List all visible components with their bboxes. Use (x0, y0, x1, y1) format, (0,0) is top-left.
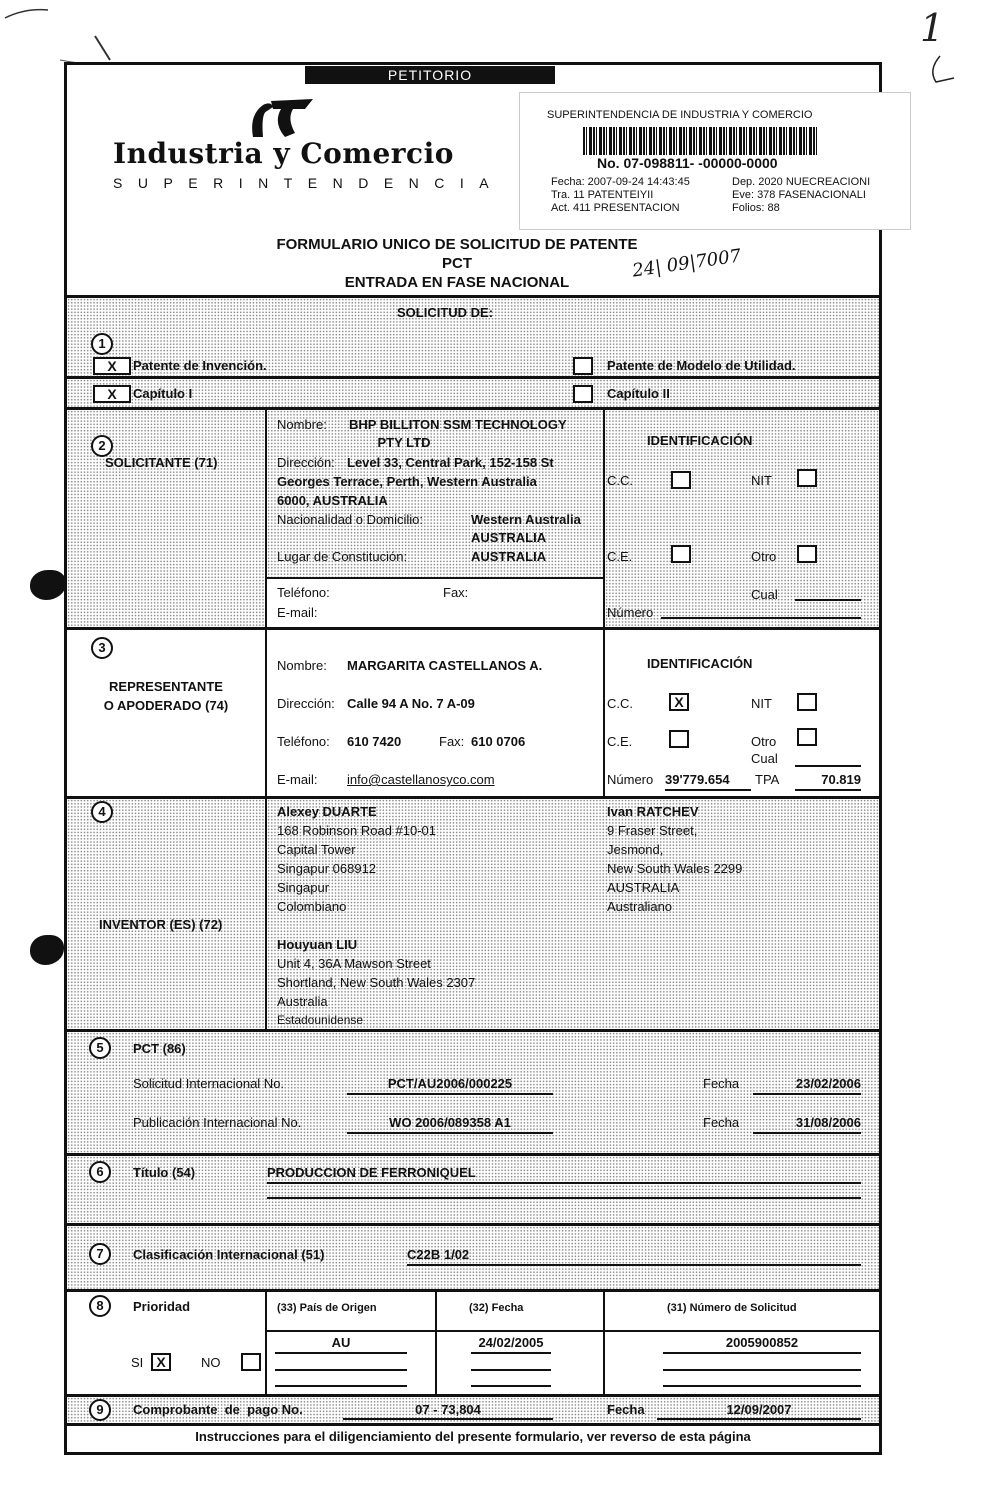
inventor-1 (277, 802, 436, 916)
rep-cual-field[interactable] (795, 765, 861, 767)
modelo-utilidad-checkbox[interactable] (573, 357, 593, 375)
ce-checkbox[interactable] (671, 545, 691, 563)
pub-fecha-label: Fecha (703, 1115, 740, 1130)
rep-identificacion-title: IDENTIFICACIÓN (647, 656, 753, 671)
inventor-2-line: 9 Fraser Street, (607, 823, 698, 838)
nacionalidad-label: Nacionalidad o Domicilio: (277, 512, 423, 527)
identificacion-title: IDENTIFICACIÓN (647, 433, 753, 448)
section-9-number: 9 (89, 1399, 111, 1421)
form-title-line3: ENTRADA EN FASE NACIONAL (344, 274, 570, 291)
otro-checkbox[interactable] (797, 545, 817, 563)
prioridad-pais: AU (275, 1335, 407, 1354)
handwritten-page-number: 1 (920, 6, 945, 50)
email-label: E-mail: (277, 605, 318, 620)
form-title-line2: PCT (442, 255, 472, 272)
titulo-value: PRODUCCION DE FERRONIQUEL (267, 1165, 861, 1184)
rep-nit-checkbox[interactable] (797, 693, 817, 711)
inventor-3 (277, 935, 475, 1030)
rep-cc-label: C.C. (607, 696, 633, 711)
nombre-label: Nombre: (277, 417, 327, 432)
inventor-1-name: Alexey DUARTE (277, 804, 377, 819)
representante-label (67, 677, 265, 715)
rep-cc-checkbox[interactable]: X (669, 693, 689, 711)
scan-mark-top-left (0, 0, 140, 70)
stamp-tra: Tra. 11 PATENTEIYII (551, 189, 654, 201)
solicitante-direccion-2: Georges Terrace, Perth, Western Australia (277, 474, 537, 489)
scan-hole-punch (30, 935, 64, 965)
stamp-dep: Dep. 2020 NUECREACIONI (732, 176, 871, 188)
rep-email-link[interactable]: info@castellanosyco.com (347, 772, 495, 787)
direccion-label: Dirección: (277, 455, 335, 470)
capitulo-i-label: Capítulo I (133, 386, 193, 401)
fecha-header: (32) Fecha (469, 1302, 524, 1314)
telefono-label: Teléfono: (277, 585, 330, 600)
stamp-eve: Eve: 378 FASENACIONALI (732, 189, 866, 201)
form-tab: PETITORIO (305, 66, 555, 84)
si-checkbox[interactable]: X (151, 1353, 171, 1371)
inventor-2 (607, 802, 742, 916)
inventor-2-name: Ivan RATCHEV (607, 804, 699, 819)
no-checkbox[interactable] (241, 1353, 261, 1371)
prioridad-pais-line[interactable] (275, 1369, 407, 1371)
rep-direccion-label: Dirección: (277, 696, 335, 711)
pago-fecha-label: Fecha (607, 1402, 645, 1417)
inventor-3-name: Houyuan LIU (277, 937, 358, 952)
clasificacion-value: C22B 1/02 (407, 1247, 861, 1266)
prioridad-numero: 2005900852 (663, 1335, 861, 1354)
numero-label: Número (607, 605, 654, 620)
prioridad-pais-line[interactable] (275, 1385, 407, 1387)
solicitante-nombre: BHP BILLITON SSM TECHNOLOGY (349, 417, 567, 432)
stamp-date: Fecha: 2007-09-24 14:43:45 (551, 176, 690, 188)
rep-numero-value: 39'779.654 (665, 772, 751, 791)
inventor-1-line: Singapur (277, 880, 330, 895)
capitulo-i-checkbox[interactable]: X (93, 385, 131, 403)
logo-title: Industria y Comercio (113, 137, 454, 170)
lugar-label: Lugar de Constitución: (277, 549, 408, 564)
section-3-number: 3 (91, 637, 113, 659)
publicacion-internacional-value: WO 2006/089358 A1 (347, 1115, 553, 1134)
sic-logo-icon (247, 93, 317, 139)
filing-stamp (520, 93, 910, 229)
comprobante-value: 07 - 73,804 (343, 1402, 553, 1420)
handwritten-date: 24| 09|7007 (631, 245, 743, 282)
rep-otro-checkbox[interactable] (797, 728, 817, 746)
instructions-footer: Instrucciones para el diligenciamiento del presente formulario, ver reverso de esta página (195, 1429, 751, 1444)
rep-otro-label: Otro (751, 734, 777, 749)
inventor-2-line: AUSTRALIA (607, 880, 680, 895)
section-1-number: 1 (91, 333, 113, 355)
handwritten-scribble (910, 52, 960, 92)
inventor-1-line: Singapur 068912 (277, 861, 377, 876)
rep-nombre-label: Nombre: (277, 658, 327, 673)
inventor-1-line: Capital Tower (277, 842, 356, 857)
si-label: SI (131, 1355, 144, 1370)
solicitante-nombre-2: PTY LTD (377, 435, 431, 450)
rep-ce-label: C.E. (607, 734, 633, 749)
rep-tpa-value: 70.819 (795, 772, 861, 791)
comprobante-label: Comprobante de pago No. (133, 1402, 303, 1417)
solicitante-direccion-3: 6000, AUSTRALIA (277, 493, 388, 508)
lugar-value: AUSTRALIA (471, 549, 547, 564)
scan-hole-punch (30, 570, 66, 600)
no-label: NO (201, 1355, 221, 1370)
barcode (583, 127, 819, 155)
inventor-3-line: Shortland, New South Wales 2307 (277, 975, 476, 990)
sol-fecha-value: 23/02/2006 (753, 1076, 861, 1095)
cc-checkbox[interactable] (671, 471, 691, 489)
nit-checkbox[interactable] (797, 469, 817, 487)
sol-fecha-label: Fecha (703, 1076, 740, 1091)
prioridad-numero-line[interactable] (663, 1369, 861, 1371)
fax-label: Fax: (443, 585, 469, 600)
section-5-number: 5 (89, 1037, 111, 1059)
rep-cual-label: Cual (751, 751, 778, 766)
capitulo-ii-label: Capítulo II (607, 386, 670, 401)
inventor-2-line: New South Wales 2299 (607, 861, 743, 876)
rep-email-label: E-mail: (277, 772, 318, 787)
inventor-label-cell (67, 799, 265, 1029)
prioridad-fecha-line[interactable] (471, 1385, 551, 1387)
capitulo-ii-checkbox[interactable] (573, 385, 593, 403)
stamp-entity: SUPERINTENDENCIA DE INDUSTRIA Y COMERCIO (547, 109, 813, 121)
otro-label: Otro (751, 549, 777, 564)
stamp-number: No. 07-098811- -00000-0000 (597, 155, 778, 171)
section-7-number: 7 (89, 1243, 111, 1265)
rep-fax: 610 0706 (471, 734, 526, 749)
logo-subtitle: SUPERINTENDENCIA (113, 175, 505, 191)
nacionalidad-value-2: AUSTRALIA (471, 530, 547, 545)
inventor-2-nationality: Australiano (607, 899, 673, 914)
solicitante-label: SOLICITANTE (71) (105, 455, 218, 470)
inventor-label: INVENTOR (ES) (72) (99, 917, 223, 932)
pub-fecha-value: 31/08/2006 (753, 1115, 861, 1134)
rep-telefono-label: Teléfono: (277, 734, 330, 749)
cc-label: C.C. (607, 473, 633, 488)
solicitante-direccion-1: Level 33, Central Park, 152-158 St (347, 455, 554, 470)
rep-telefono: 610 7420 (347, 734, 402, 749)
stamp-folios: Folios: 88 (732, 202, 780, 214)
prioridad-numero-line[interactable] (663, 1385, 861, 1387)
inventor-3-nationality: Estadounidense (277, 1013, 364, 1027)
clasificacion-label: Clasificación Internacional (51) (133, 1247, 325, 1262)
solicitud-internacional-label: Solicitud Internacional No. (133, 1076, 285, 1091)
ce-label: C.E. (607, 549, 633, 564)
rep-numero-label: Número (607, 772, 654, 787)
solicitud-header: SOLICITUD DE: (397, 305, 494, 320)
nit-label: NIT (751, 473, 772, 488)
patente-invencion-checkbox[interactable]: X (93, 357, 131, 375)
representante-label-1: REPRESENTANTE (109, 679, 223, 694)
rep-nombre: MARGARITA CASTELLANOS A. (347, 658, 543, 673)
prioridad-fecha: 24/02/2005 (471, 1335, 551, 1354)
inventor-1-nationality: Colombiano (277, 899, 347, 914)
modelo-utilidad-label: Patente de Modelo de Utilidad. (607, 358, 796, 373)
section-8-number: 8 (89, 1295, 111, 1317)
inventor-3-line: Australia (277, 994, 328, 1009)
solicitud-internacional-value: PCT/AU2006/000225 (347, 1076, 553, 1095)
rep-fax-label: Fax: (439, 734, 465, 749)
form-title-line1: FORMULARIO UNICO DE SOLICITUD DE PATENTE (276, 236, 638, 253)
titulo-line-2[interactable] (267, 1197, 861, 1199)
inventor-2-line: Jesmond, (607, 842, 664, 857)
nacionalidad-value-1: Western Australia (471, 512, 581, 527)
inventor-3-line: Unit 4, 36A Mawson Street (277, 956, 431, 971)
numero-field[interactable] (661, 617, 861, 619)
numero-solicitud-header: (31) Número de Solicitud (667, 1302, 797, 1314)
titulo-label: Título (54) (133, 1165, 196, 1180)
publicacion-internacional-label: Publicación Internacional No. (133, 1115, 302, 1130)
rep-ce-checkbox[interactable] (669, 730, 689, 748)
rep-nit-label: NIT (751, 696, 772, 711)
section-2-number: 2 (91, 435, 113, 457)
pais-origen-header: (33) País de Origen (277, 1302, 377, 1314)
inventor-1-line: 168 Robinson Road #10-01 (277, 823, 437, 838)
rep-tpa-label: TPA (755, 772, 780, 787)
representante-label-2: O APODERADO (74) (103, 698, 229, 713)
pago-fecha-value: 12/09/2007 (657, 1402, 861, 1420)
stamp-act: Act. 411 PRESENTACION (551, 202, 680, 214)
section-6-number: 6 (89, 1161, 111, 1183)
cual-field[interactable] (795, 599, 861, 601)
prioridad-fecha-line[interactable] (471, 1369, 551, 1371)
prioridad-label: Prioridad (133, 1299, 191, 1314)
section-4-number: 4 (91, 801, 113, 823)
patente-invencion-label: Patente de Invención. (133, 358, 267, 373)
cual-label: Cual (751, 587, 778, 602)
pct-label: PCT (86) (133, 1041, 186, 1056)
rep-direccion: Calle 94 A No. 7 A-09 (347, 696, 475, 711)
form-frame (64, 62, 882, 1455)
